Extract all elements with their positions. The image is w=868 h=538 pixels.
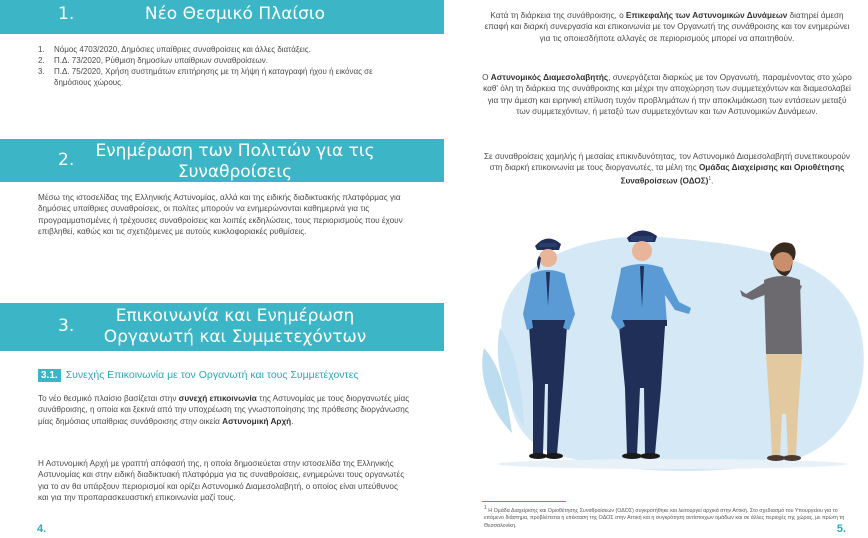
bold-text: Επικεφαλής των Αστυνομικών Δυνάμεων — [625, 11, 788, 20]
page-number-left: 4. — [37, 523, 47, 535]
text-run: Κατά τη διάρκεια της συνάθροισης, ο — [490, 11, 626, 20]
section3-paragraph-1 — [38, 393, 410, 427]
section3-banner — [0, 303, 444, 351]
law-number: 3. — [38, 67, 45, 76]
law-text: Π.Δ. 73/2020, Ρύθμιση δημοσίων υπαίθριων συναθροίσεων. — [54, 56, 269, 65]
page-number-right: 5. — [836, 523, 846, 535]
subsection-heading — [38, 368, 358, 382]
text-run: της Αστυνομίας με τους διοργανωτές μίας συνάθροισης, η οποία και ξεκινά από την υποχρέωση της γνωστοποίησης της πρόθεσης διοργάνωσης μίας δημόσιας υπαίθριας συνάθροισης στην οικεία — [38, 394, 410, 426]
text-run: Ο — [482, 73, 491, 82]
bold-text: Αστυνομικός Διαμεσολαβητής — [490, 73, 609, 82]
police-illustration — [472, 228, 868, 478]
law-number: 1. — [38, 45, 45, 54]
section2-banner — [0, 139, 444, 182]
subsection-title: Συνεχής Επικοινωνία με τον Οργανωτή και τους Συμμετέχοντες — [65, 369, 359, 381]
law-item — [38, 66, 408, 88]
footnote — [484, 505, 854, 530]
footnote-rule — [482, 501, 566, 502]
bold-text: Ομάδας Διαχείρισης και Οριοθέτησης Συναθροίσεων (ΟΔΟΣ) — [620, 163, 845, 186]
text-run: Σε συναθροίσεις χαμηλής ή μεσαίας επικινδυνότητας, τον Αστυνομικό Διαμεσολαβητή συνεπικουρούν στη διαρκή επικοινωνία με τους διοργανωτές, τα μέλη της — [484, 152, 850, 173]
section2-title: Ενημέρωση των Πολιτών για τις Συναθροίσεις — [95, 141, 375, 182]
section3-title: Επικοινωνία και Ενημέρωση Οργανωτή και Συμμετεχόντων — [103, 306, 367, 347]
law-text: Π.Δ. 75/2020, Χρήση συστημάτων επιτήρησης με τη λήψη ή καταγραφή ήχου ή εικόνας σε δημόσιους χώρους. — [54, 67, 373, 87]
text-run: Το νέο θεσμικό πλαίσιο βασίζεται στην — [38, 394, 179, 403]
right-paragraph-2 — [482, 72, 852, 118]
section1-number: 1. — [58, 4, 75, 24]
section3-paragraph-2: Η Αστυνομική Αρχή με γραπτή απόφασή της, η οποία δημοσιεύεται στην ιστοσελίδα της Ελληνικής Αστυνομίας και στην ειδική διαδικτυακή πλατφόρμα για τις συναθροίσεις, ενημερώνει τους οργανωτές για το αν θα υπάρξουν περιορισμοί και ορίζει Αστυνομικό Διαμεσολαβητή, ο οποίος είναι υπεύθυνος και για την προπαρασκευαστική επικοινωνία μαζί τους. — [38, 459, 405, 503]
right-paragraph-3 — [482, 151, 852, 187]
right-page — [462, 0, 868, 538]
footnote-ref: 1 — [708, 175, 712, 182]
footnote-text: Η Ομάδα Διαχείρισης και Οριοθέτησης Συναθροίσεων (ΟΔΟΣ) συγκροτήθηκε και λειτουργεί αρχικά στην Αττική. Στο σχεδιασμό του Υπουργείου για το επόμενο διάστημα, προβλέπεται η επέκταση της ΟΔΟΣ στην Αττική και η συγκρότηση αντίστοιχων ομάδων και σε άλλες περιοχές της χώρας, με πρώτη τη Θεσσαλονίκη. — [484, 507, 845, 529]
law-item — [38, 44, 408, 55]
bold-text: συνεχή επικοινωνία — [178, 394, 257, 403]
section1-banner — [0, 0, 444, 34]
subsection-number: 3.1. — [38, 369, 61, 382]
law-item — [38, 55, 408, 66]
section1-title: Νέο Θεσμικό Πλαίσιο — [144, 4, 326, 24]
section3-number: 3. — [58, 316, 75, 336]
section2-number: 2. — [58, 150, 75, 170]
footnote-marker: 1 — [484, 505, 487, 511]
right-paragraph-1 — [482, 10, 852, 44]
section2-body: Μέσω της ιστοσελίδας της Ελληνικής Αστυνομίας, αλλά και της ειδικής διαδικτυακής πλατφόρμας για δημόσιες υπαίθριες συναθροίσεις, οι πολίτες μπορούν να ενημερώνονται καθημερινά για τις προγραμματισμένες ή τρέχουσες συναθροίσεις και λοιπές εκδηλώσεις, τους περιορισμούς που έχουν επιβληθεί, καθώς και τις σχετιζόμενες με αυτούς κυκλοφοριακές ρυθμίσεις. — [38, 193, 403, 237]
bold-text: Αστυνομική Αρχή — [222, 416, 292, 426]
law-text: Νόμος 4703/2020, Δημόσιες υπαίθριες συναθροίσεις και άλλες διατάξεις. — [54, 45, 311, 54]
text-run: . — [291, 416, 294, 426]
text-run: . — [711, 176, 714, 186]
text-run: , συνεργάζεται διαρκώς με τον Οργανωτή, παραμένοντας στο χώρο καθ' όλη τη διάρκεια της συνάθροισης και μέχρι την αποχώρηση των συμμετεχόντων και διαμεσολαβεί για την άμεση και ειρηνική επίλυση τυχόν προβλημάτων ή την αποκλιμάκωση των εντάσεων μεταξύ των συμμετεχόντων, ή μεταξύ των συμμετεχόντων και των Αστυνομικών Δυνάμεων. — [483, 73, 852, 117]
law-number: 2. — [38, 56, 45, 65]
text-run: διατηρεί άμεση επαφή και διαρκή συνεργασία και επικοινωνία με τον Οργανωτή της συνάθροισης και τον ενημερώνει για τις οποιεσδήποτε αλλαγές σε περιορισμούς μπορεί να απαιτηθούν. — [484, 11, 850, 43]
law-list — [38, 44, 408, 88]
